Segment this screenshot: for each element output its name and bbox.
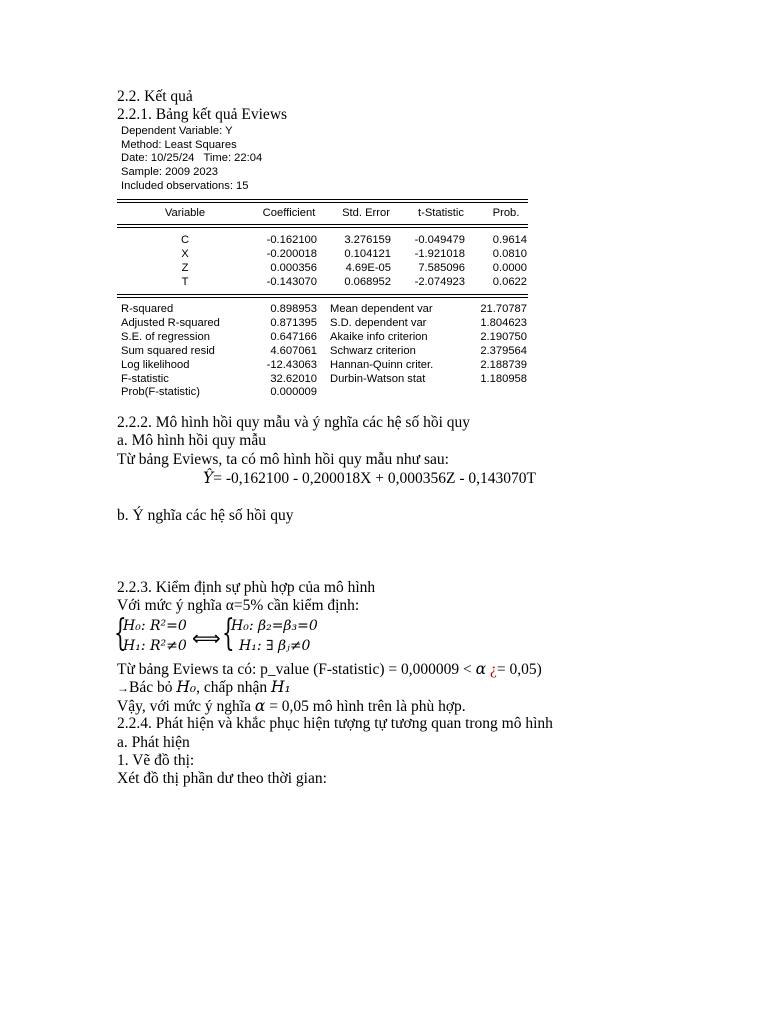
equation-body: = -0,162100 - 0,200018X + 0,000356Z - 0,143070T [213,470,536,487]
conclusion-text: Vậy, với mức ý nghĩa [117,698,255,715]
eviews-header-line: Date: 10/25/24 Time: 22:04 [121,152,263,165]
std-error-cell: 3.276159 [344,234,391,246]
table-rule [117,294,528,295]
stat-label: Log likelihood [121,359,190,371]
section-heading-2-2-3: 2.2.3. Kiểm định sự phù hợp của mô hình [117,579,376,596]
column-header-t-statistic: t-Statistic [417,207,464,219]
stray-glyph: ¿ [489,661,497,678]
stat-value: 4.607061 [270,345,317,357]
h1-right: H₁: ∃ βⱼ≠0 [239,638,311,654]
subheading-a: a. Mô hình hồi quy mẫu [117,432,266,449]
eviews-header-line: Dependent Variable: Y [121,125,233,137]
right-arrow-icon: → [117,681,129,695]
regression-equation [203,469,536,488]
prob-cell: 0.0000 [492,262,527,274]
h0-right: H₀: β₂=β₃=0 [231,618,318,634]
std-error-cell: 4.69E-05 [345,262,391,274]
conclusion-text-end: = 0,05 mô hình trên là phù hợp. [265,698,466,715]
variable-cell: Z [181,262,189,274]
stat-label: Adjusted R-squared [121,317,220,329]
conclusion-line [117,697,466,716]
significance-text: Với mức ý nghĩa α=5% cần kiểm định: [117,597,360,614]
stat-label: Durbin-Watson stat [330,373,426,385]
stat-label: Sum squared resid [121,345,215,357]
eviews-header-line: Sample: 2009 2023 [121,166,219,179]
h0-left: H₀: R²=0 [123,618,187,634]
alpha-symbol: α [475,660,487,678]
stat-value: 0.647166 [270,331,317,343]
stat-value: 2.379564 [480,345,527,357]
stat-label: F-statistic [121,373,169,385]
right-brace: { [222,613,235,654]
std-error-cell: 0.104121 [344,248,391,260]
h1-left: H₁: R²≠0 [123,638,187,654]
stat-value: 2.190750 [480,331,527,343]
table-rule [117,297,528,298]
p-value-text-end: = 0,05) [496,661,542,678]
stat-value: 1.804623 [480,317,527,329]
stat-value: 21.70787 [480,303,527,315]
subheading-a-detect: a. Phát hiện [117,734,190,751]
column-header-variable: Variable [164,207,206,219]
std-error-cell: 0.068952 [344,276,391,288]
p-value-line [117,660,542,679]
residual-plot-text: Xét đồ thị phần dư theo thời gian: [117,770,327,787]
table-rule [117,199,528,200]
p-value-text: Từ bảng Eviews ta có: p_value (F-statistic) = 0,000009 < [117,661,476,678]
stat-label: Hannan-Quinn criter. [330,359,434,371]
stat-value: 32.62010 [270,373,317,385]
eviews-header [121,125,262,194]
stat-label: S.D. dependent var [330,317,427,329]
eviews-output-table [117,197,528,399]
stat-label: R-squared [121,303,174,315]
h1-symbol: H₁ [270,678,291,696]
y-hat-symbol: Ŷ [203,469,214,487]
variable-cell: X [181,248,189,260]
stat-value: 0.898953 [270,303,317,315]
column-header-prob: Prob. [492,207,520,219]
table-rule [117,227,528,228]
coefficient-cell: -0.162100 [266,234,317,246]
coefficient-cell: -0.200018 [266,248,317,260]
table-rule [117,202,528,203]
t-statistic-cell: -2.074923 [414,276,465,288]
h0-symbol: H₀ [176,678,197,696]
section-heading-2-2: 2.2. Kết quả [117,88,193,105]
subheading-b: b. Ý nghĩa các hệ số hồi quy [117,507,294,524]
coefficient-cell: -0.143070 [266,276,317,288]
column-header-coefficient: Coefficient [262,207,316,219]
left-brace: { [114,613,127,654]
equivalence-arrow: ⟺ [192,626,221,650]
section-heading-2-2-2: 2.2.2. Mô hình hồi quy mẫu và ý nghĩa các hệ số hồi quy [117,414,471,431]
stat-value: 1.180958 [480,373,527,385]
t-statistic-cell: -0.049479 [414,234,465,246]
stat-label: Schwarz criterion [330,345,416,357]
alpha-symbol: α [254,697,266,715]
accept-text: , chấp nhận [196,679,271,696]
stat-value: 0.871395 [270,317,317,329]
stat-value: -12.43063 [266,359,317,371]
eviews-header-line: Included observations: 15 [121,179,249,192]
t-statistic-cell: 7.585096 [418,262,465,274]
coefficient-cell: 0.000356 [270,262,317,274]
stat-value: 0.000009 [270,386,317,398]
stat-label: Akaike info criterion [330,331,428,343]
eviews-header-line: Method: Least Squares [121,138,237,151]
stat-label: S.E. of regression [121,331,210,343]
prob-cell: 0.0622 [492,276,527,288]
variable-cell: T [181,276,189,288]
column-header-std-error: Std. Error [342,207,390,219]
reject-text: Bác bỏ [129,679,177,696]
step-1: 1. Vẽ đồ thị: [117,752,195,769]
table-rule [117,224,528,225]
stat-label: Prob(F-statistic) [121,386,200,398]
section-heading-2-2-4: 2.2.4. Phát hiện và khắc phục hiện tượng tự tương quan trong mô hình [117,715,553,732]
model-intro-text: Từ bảng Eviews, ta có mô hình hồi quy mẫu như sau: [117,451,449,468]
prob-cell: 0.0810 [492,248,527,260]
prob-cell: 0.9614 [492,234,527,246]
variable-cell: C [180,234,190,246]
reject-line [117,678,291,697]
section-heading-2-2-1: 2.2.1. Bảng kết quả Eviews [117,106,288,123]
stat-label: Mean dependent var [330,303,433,315]
stat-value: 2.188739 [480,359,527,371]
t-statistic-cell: -1.921018 [414,248,465,260]
